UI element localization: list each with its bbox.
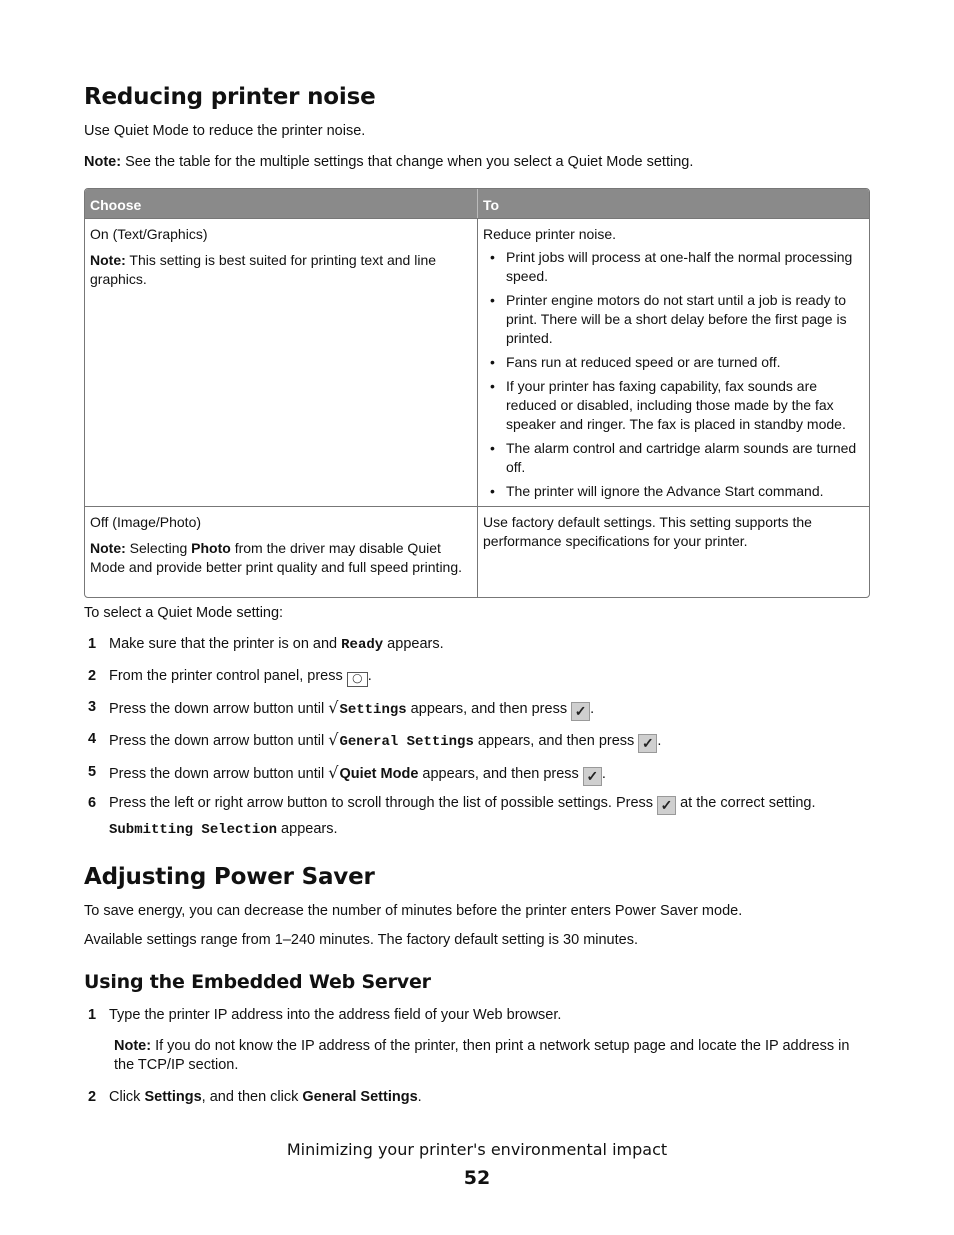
select-button-icon: ✓	[657, 796, 676, 815]
note-label: Note:	[114, 1038, 152, 1054]
settings-term: Settings	[144, 1089, 202, 1105]
display-text: Ready	[341, 637, 384, 653]
note-text: If you do not know the IP address of the printer, then print a network setup page and locate the IP address in the TCP/IP section.	[114, 1038, 850, 1073]
intro-text: Use Quiet Mode to reduce the printer noise.	[84, 123, 366, 139]
list-item: • The printer will ignore the Advance Start command.	[483, 482, 864, 501]
display-text: General Settings	[339, 734, 474, 750]
note-label: Note:	[90, 252, 126, 268]
menu-item-text: Quiet Mode	[339, 766, 419, 782]
select-button-icon: ✓	[638, 734, 657, 753]
select-button-icon: ✓	[583, 767, 602, 786]
paragraph: To save energy, you can decrease the number of minutes before the printer enters Power Saver mode.	[84, 903, 743, 919]
cell-note	[90, 251, 472, 289]
select-button-icon: ✓	[571, 702, 590, 721]
checkmark-icon: √	[328, 730, 339, 749]
footer-chapter-title: Minimizing your printer's environmental impact	[286, 1140, 668, 1159]
list-item: • Print jobs will process at one-half the normal processing speed.	[483, 248, 864, 286]
subsection-title-ews: Using the Embedded Web Server	[84, 971, 431, 993]
note-text: This setting is best suited for printing text and line graphics.	[90, 252, 437, 287]
header-choose: Choose	[85, 189, 477, 218]
quiet-mode-table	[84, 188, 870, 598]
steps-intro: To select a Quiet Mode setting:	[84, 605, 284, 621]
general-settings-term: General Settings	[302, 1089, 418, 1105]
checkmark-icon: √	[328, 763, 339, 782]
list-item: • The alarm control and cartridge alarm sounds are turned off.	[483, 439, 864, 477]
checkmark-icon: √	[328, 698, 339, 717]
cell-choose	[85, 218, 477, 506]
display-text: Settings	[339, 702, 407, 718]
effects-list	[483, 248, 864, 501]
list-item: • Fans run at reduced speed or are turned off.	[483, 353, 864, 372]
note-label: Note:	[90, 540, 126, 556]
cell-choose	[85, 506, 477, 597]
cell-to: Use factory default settings. This setting supports the performance specifications for your printer.	[477, 506, 869, 597]
section-title-reducing-noise: Reducing printer noise	[84, 84, 376, 110]
section-title-power-saver: Adjusting Power Saver	[84, 864, 375, 890]
cell-to	[477, 218, 869, 506]
table-row	[85, 506, 869, 597]
note-label: Note:	[84, 154, 122, 170]
list-item: • Printer engine motors do not start until a job is ready to print. There will be a short delay before the first page is printed.	[483, 291, 864, 348]
note-paragraph	[84, 153, 693, 172]
to-intro: Reduce printer noise.	[483, 226, 617, 242]
page-number: 52	[463, 1167, 491, 1189]
table-row	[85, 218, 869, 506]
cell-note: Note: Selecting Photo from the driver may disable Quiet Mode and provide better print quality and full speed printing.	[90, 540, 463, 575]
choose-value: On (Text/Graphics)	[90, 226, 208, 242]
header-to: To	[477, 189, 869, 218]
photo-term: Photo	[191, 540, 231, 556]
display-text: Submitting Selection	[109, 822, 278, 838]
paragraph: Available settings range from 1–240 minutes. The factory default setting is 30 minutes.	[84, 932, 638, 948]
choose-value: Off (Image/Photo)	[90, 514, 202, 530]
list-item: • If your printer has faxing capability, fax sounds are reduced or disabled, including those made by the fax speaker and ringer. The fax is placed in standby mode.	[483, 377, 864, 434]
note-text: See the table for the multiple settings that change when you select a Quiet Mode setting.	[121, 154, 694, 170]
menu-key-icon: ◯	[347, 672, 368, 687]
